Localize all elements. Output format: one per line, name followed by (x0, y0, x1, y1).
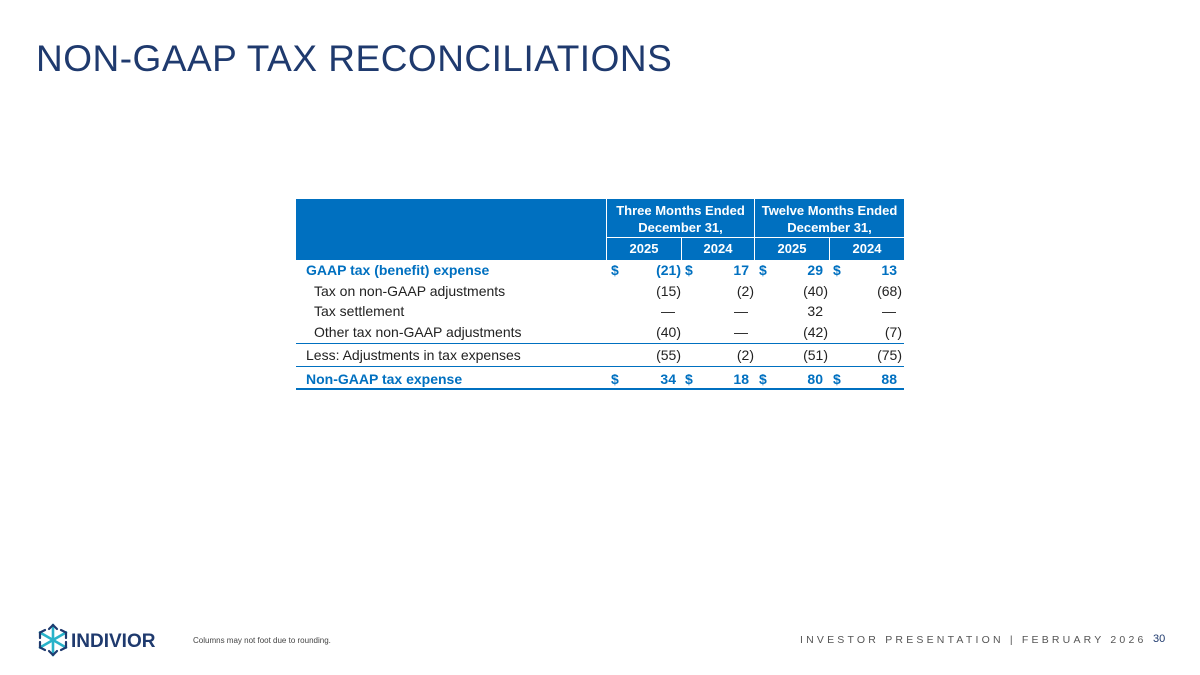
header-year: 2025 (755, 237, 829, 260)
table-cell: (75) (877, 347, 902, 363)
header-year: 2025 (607, 237, 681, 260)
presentation-label: INVESTOR PRESENTATION | FEBRUARY 2026 (800, 634, 1147, 646)
table-cell: (42) (803, 324, 828, 340)
header-twelve-months (755, 199, 904, 237)
table-cell: (51) (803, 347, 828, 363)
table-cell: (2) (736, 283, 754, 299)
header-three-months-line2: December 31, (638, 220, 723, 235)
table-cell: — (734, 324, 748, 340)
currency-symbol: $ (611, 371, 619, 387)
table-row (296, 366, 904, 390)
currency-symbol: $ (759, 262, 767, 278)
header-twelve-months-line1: Twelve Months Ended (761, 203, 898, 218)
table-cell: 34 (660, 371, 676, 387)
table-header (296, 199, 904, 260)
currency-symbol: $ (685, 371, 693, 387)
currency-symbol: $ (833, 371, 841, 387)
table-row (296, 260, 904, 281)
table-row (296, 301, 904, 322)
table-cell: 88 (881, 371, 897, 387)
currency-symbol: $ (611, 262, 619, 278)
header-three-months (607, 199, 754, 237)
row-label: Other tax non-GAAP adjustments (314, 324, 522, 340)
row-label: Non-GAAP tax expense (306, 371, 463, 387)
table-row (296, 322, 904, 343)
table-cell: (15) (656, 283, 681, 299)
table-cell: 18 (733, 371, 749, 387)
table-cell: 80 (807, 371, 823, 387)
row-label: Less: Adjustments in tax expenses (306, 347, 521, 363)
currency-symbol: $ (685, 262, 693, 278)
page-number: 30 (1153, 633, 1166, 645)
table-cell: 17 (733, 262, 749, 278)
page-title: NON-GAAP TAX RECONCILIATIONS (36, 38, 673, 79)
table-cell: (40) (803, 283, 828, 299)
header-three-months-line1: Three Months Ended (616, 203, 745, 218)
snowflake-icon (40, 625, 66, 655)
indivior-logo (36, 622, 171, 658)
footnote: Columns may not foot due to rounding. (193, 636, 331, 645)
table-body (296, 260, 904, 390)
row-label: Tax on non-GAAP adjustments (314, 283, 506, 299)
table-cell: (55) (656, 347, 681, 363)
table-row (296, 281, 904, 301)
table-cell: — (661, 303, 675, 319)
table-cell: (2) (736, 347, 754, 363)
header-twelve-months-line2: December 31, (787, 220, 872, 235)
row-label: GAAP tax (benefit) expense (306, 262, 490, 278)
table-cell: (21) (656, 262, 681, 278)
table-cell: (68) (877, 283, 902, 299)
currency-symbol: $ (833, 262, 841, 278)
table-cell: (7) (884, 324, 902, 340)
tax-reconciliation-table (296, 199, 904, 390)
table-cell: — (734, 303, 748, 319)
table-cell: (40) (656, 324, 681, 340)
table-cell: — (882, 303, 896, 319)
table-cell: 13 (881, 262, 897, 278)
logo-wordmark: INDIVIOR (71, 631, 156, 652)
table-cell: 29 (807, 262, 823, 278)
table-cell: 32 (807, 303, 823, 319)
header-year: 2024 (830, 237, 904, 260)
table-row (296, 343, 904, 366)
header-year: 2024 (682, 237, 754, 260)
currency-symbol: $ (759, 371, 767, 387)
row-label: Tax settlement (314, 303, 405, 319)
